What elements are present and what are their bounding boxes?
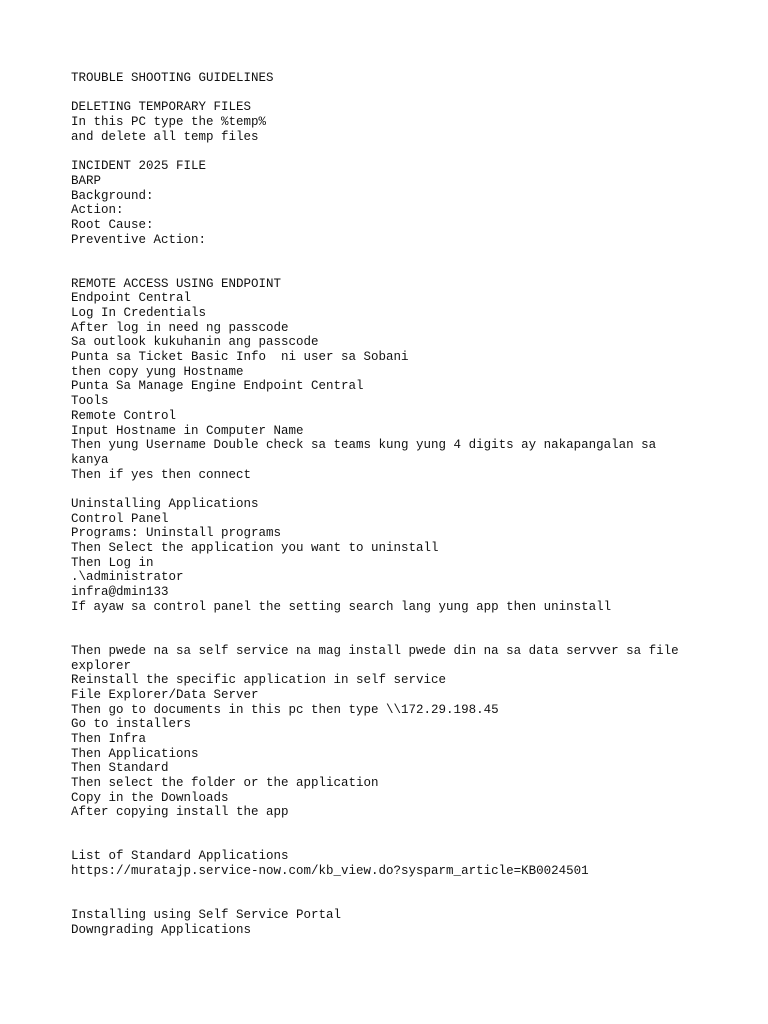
blank-line [71,262,711,277]
document-line: TROUBLE SHOOTING GUIDELINES [71,71,274,85]
blank-line [71,879,711,894]
document-line: Remote Control [71,408,177,423]
document-line: https://muratajp.service-now.com/kb_view.do?sysparm_article=KB0024501 [71,864,589,879]
document-line: After copying install the app [71,805,289,820]
document-line: Go to installers [71,717,192,732]
document-line: then copy yung Hostname [71,364,244,379]
blank-line [71,629,711,644]
document-line: Root Cause: [71,217,154,232]
document-line: List of Standard Applications [71,849,289,864]
document-line: Installing using Self Service Portal [71,908,342,923]
document-line: Then go to documents in this pc then type \\172.29.198.45 [71,702,499,717]
document-line: Programs: Uninstall programs [71,526,282,541]
blank-line [71,482,711,497]
document-line: After log in need ng passcode [71,320,289,335]
document-line: Endpoint Central [71,291,192,306]
blank-line [71,247,711,262]
document-line: Then Select the application you want to uninstall [71,541,439,555]
document-line: Background: [71,188,154,203]
document-line: Action: [71,203,124,218]
document-line: REMOTE ACCESS USING ENDPOINT [71,276,282,291]
document-line: Then Applications [71,746,199,761]
document-line: Log In Credentials [71,306,207,320]
blank-line [71,614,711,629]
blank-line [71,835,711,850]
document-line: kanya [71,452,109,467]
document-line: Then Infra [71,731,147,746]
document-line: Punta Sa Manage Engine Endpoint Central [71,379,364,394]
document-line: explorer [71,658,132,673]
document-line: Copy in the Downloads [71,790,229,805]
document-line: Sa outlook kukuhanin ang passcode [71,335,319,350]
document-line: Input Hostname in Computer Name [71,423,304,438]
document-line: Preventive Action: [71,232,207,247]
document-line: Tools [71,394,109,409]
blank-line [71,86,711,101]
document-line: DELETING TEMPORARY FILES [71,100,252,115]
document-line: Then Standard [71,761,169,776]
document-line: Reinstall the specific application in self service [71,673,447,688]
document-line: In this PC type the %temp% [71,115,267,130]
document-line: Control Panel [71,511,169,526]
document-line: .\administrator [71,570,184,585]
document-page [71,71,711,938]
document-line: Then pwede na sa self service na mag install pwede din na sa data servver sa file [71,643,679,658]
document-line: Then select the folder or the application [71,776,379,790]
blank-line [71,144,711,159]
document-line: infra@dmin133 [71,585,169,600]
document-line: Punta sa Ticket Basic Info ni user sa Sobani [71,350,409,365]
blank-line [71,894,711,909]
document-line: Downgrading Applications [71,922,252,937]
document-line: Then yung Username Double check sa teams kung yung 4 digits ay nakapangalan sa [71,438,657,453]
document-line: If ayaw sa control panel the setting search lang yung app then uninstall [71,599,612,614]
blank-line [71,820,711,835]
document-line: INCIDENT 2025 FILE [71,159,207,174]
document-line: Uninstalling Applications [71,496,259,511]
document-line: File Explorer/Data Server [71,687,259,702]
document-line: Then if yes then connect [71,467,252,482]
document-line: Then Log in [71,555,154,570]
document-line: BARP [71,173,102,188]
document-line: and delete all temp files [71,129,259,144]
